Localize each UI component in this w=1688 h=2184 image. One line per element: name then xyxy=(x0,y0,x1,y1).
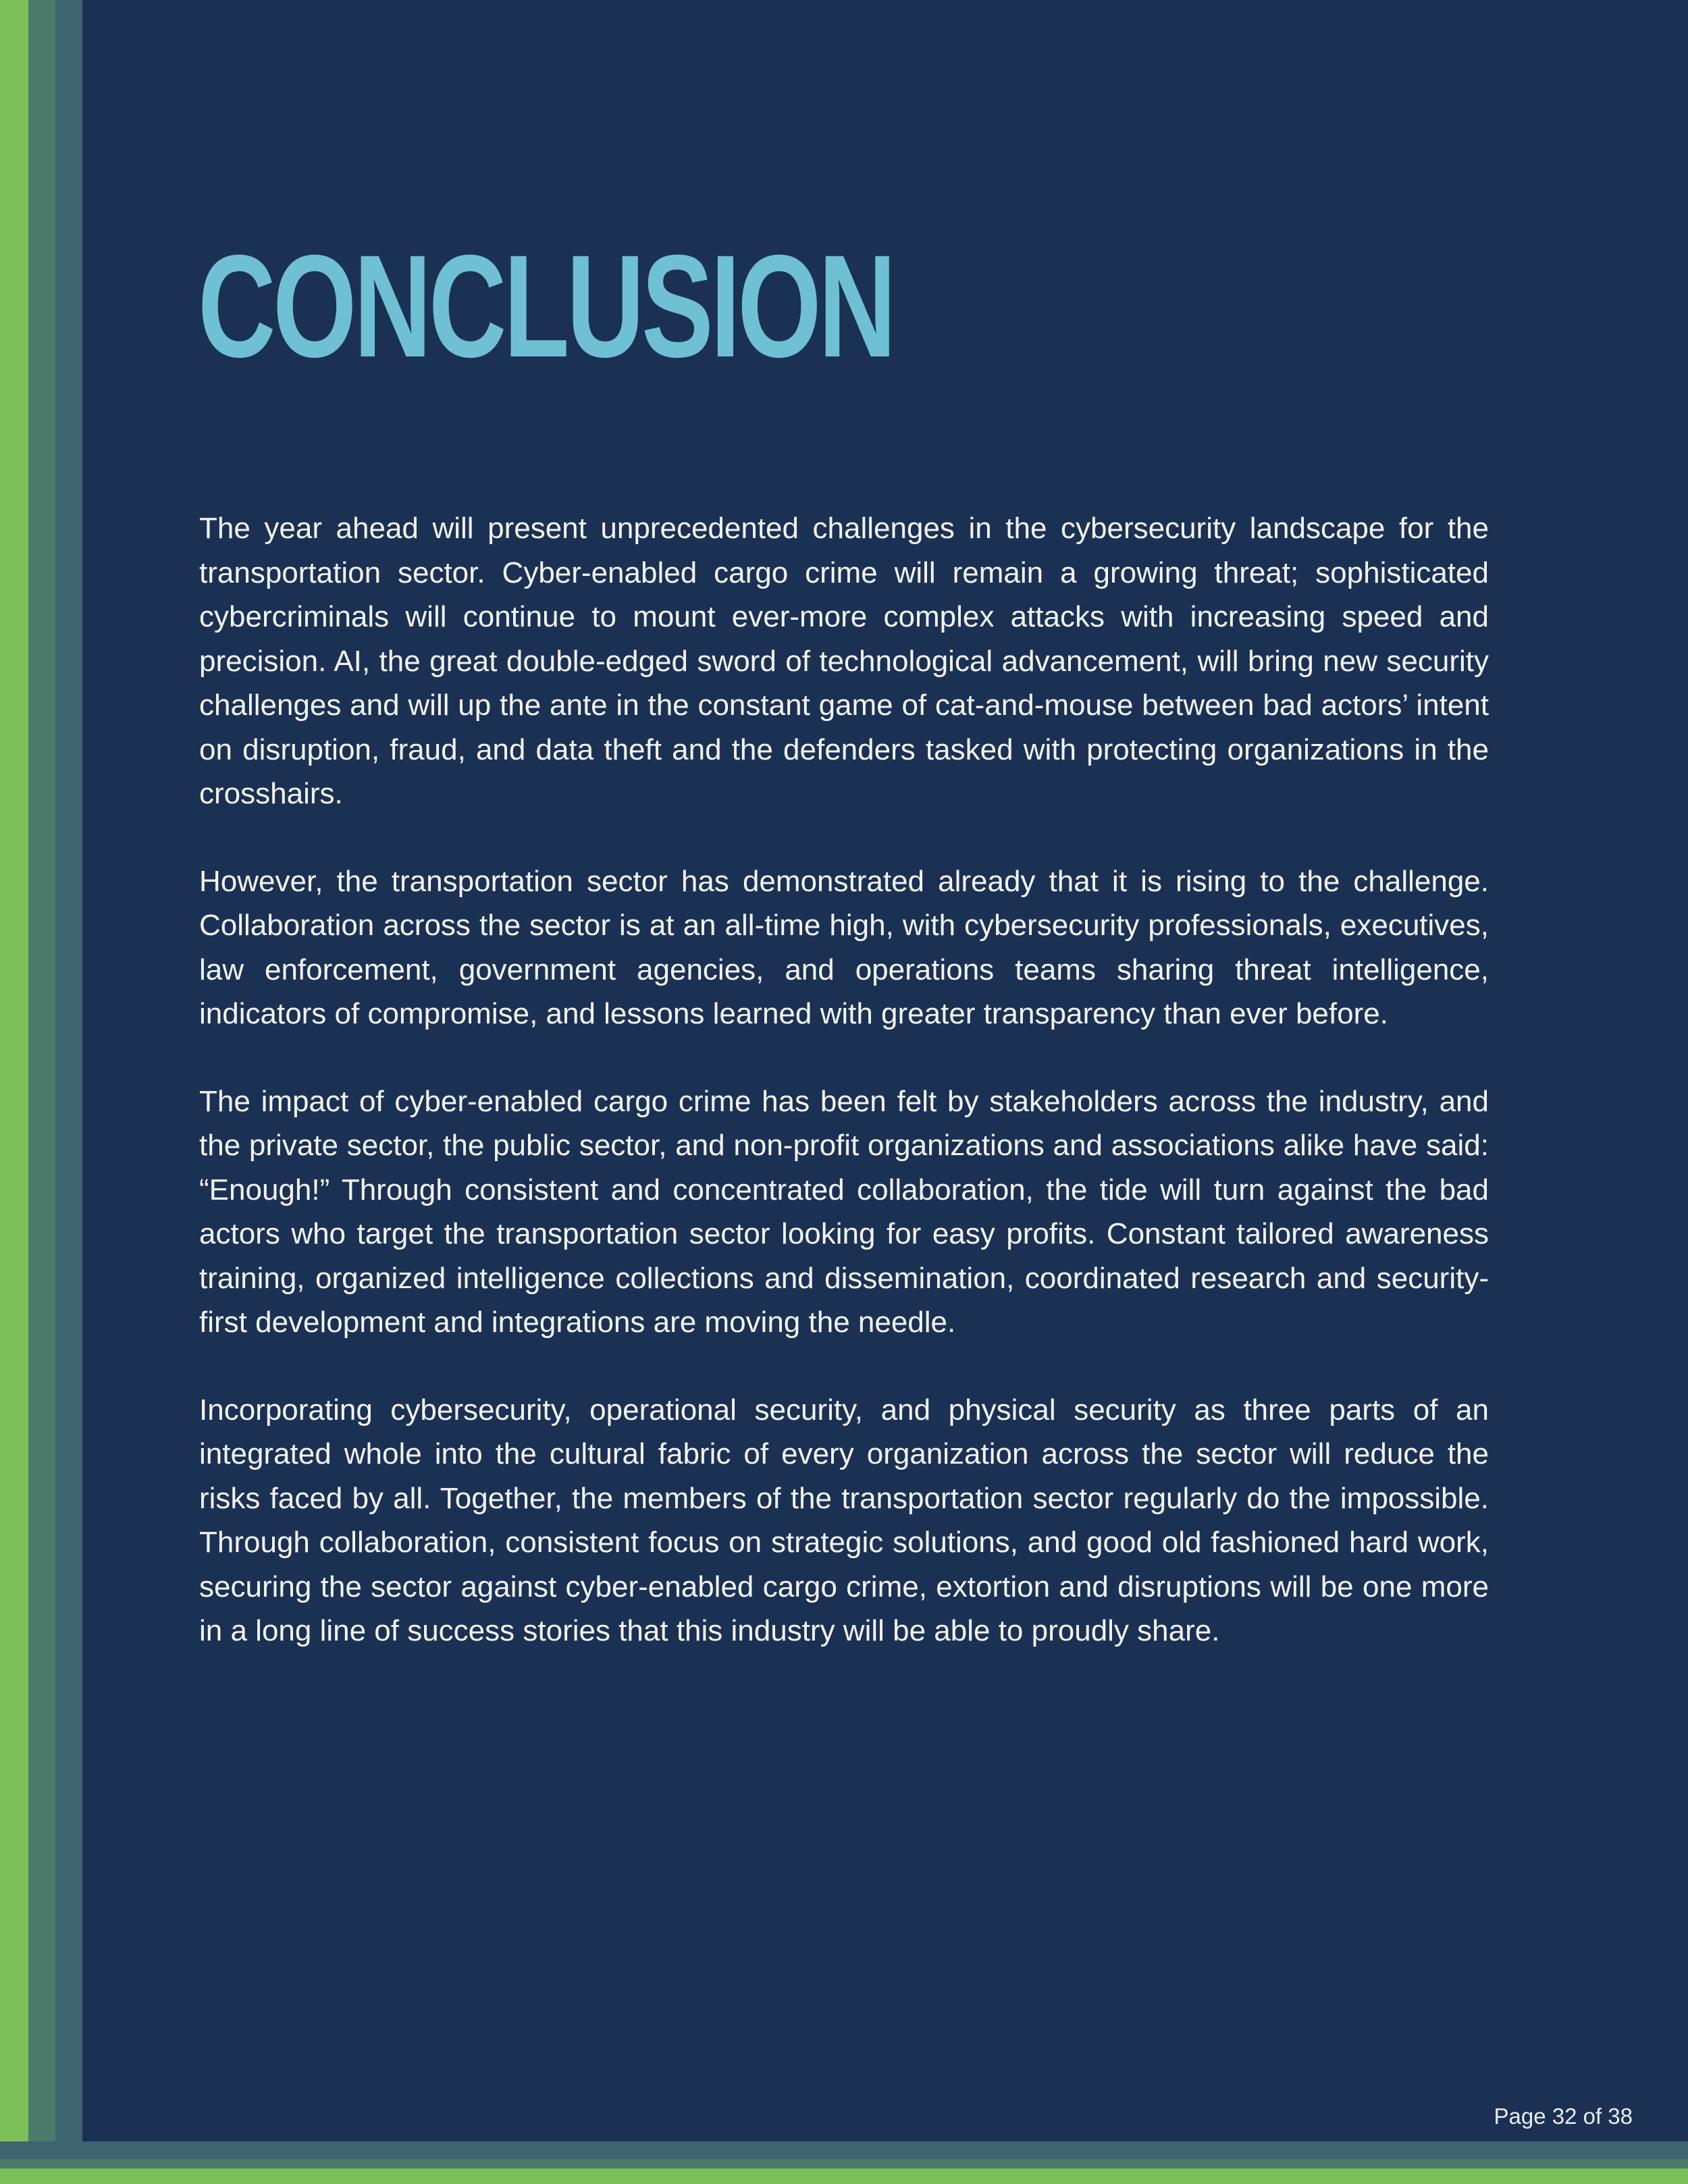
left-border-green-stripe xyxy=(0,0,28,2184)
page-number: Page 32 of 38 xyxy=(1494,2104,1633,2129)
paragraph-2: However, the transportation sector has demonstrated already that it is rising to the challenge. Collaboration across the sector is at an all-time high, with cybersecurity professionals, executives, law enforcement, government agencies, and operations teams sharing threat intelligence, indicators of compromise, and lessons learned with greater transparency than ever before. xyxy=(199,864,1489,1030)
left-border-teal-stripe-outer xyxy=(28,0,55,2184)
paragraph-1: The year ahead will present unprecedented challenges in the cybersecurity landscape for the transportation sector. Cyber-enabled cargo crime will remain a growing threat; sophisticated cybercriminals will continue to mount ever-more complex attacks with increasing speed and precision. AI, the great double-edged sword of technological advancement, will bring new security challenges and will up the ante in the constant game of cat-and-mouse between bad actors’ intent on disruption, fraud, and data theft and the defenders tasked with protecting organizations in the crosshairs. xyxy=(199,512,1489,810)
conclusion-body xyxy=(199,506,1489,1697)
paragraph-4: Incorporating cybersecurity, operational security, and physical security as three parts of an integrated whole into the cultural fabric of every organization across the sector will reduce the risks faced by all. Together, the members of the transportation sector regularly do the impossible. Through collaboration, consistent focus on strategic solutions, and good old fashioned hard work, securing the sector against cyber-enabled cargo crime, extortion and disruptions will be one more in a long line of success stories that this industry will be able to proudly share. xyxy=(199,1393,1489,1647)
bottom-border-teal-stripe-lower xyxy=(0,2159,1688,2168)
page-title: CONCLUSION xyxy=(198,224,894,388)
paragraph-3: The impact of cyber-enabled cargo crime has been felt by stakeholders across the industry, and the private sector, the public sector, and non-profit organizations and associations alike have said: “Enough!” Through consistent and concentrated collaboration, the tide will turn against the bad actors who target the transportation sector looking for easy profits. Constant tailored awareness training, organized intelligence collections and dissemination, coordinated research and security-first development and integrations are moving the needle. xyxy=(199,1084,1489,1339)
bottom-border-green-stripe xyxy=(0,2168,1688,2184)
left-border-teal-stripe-inner xyxy=(55,0,82,2184)
bottom-border-teal-stripe xyxy=(0,2141,1688,2159)
